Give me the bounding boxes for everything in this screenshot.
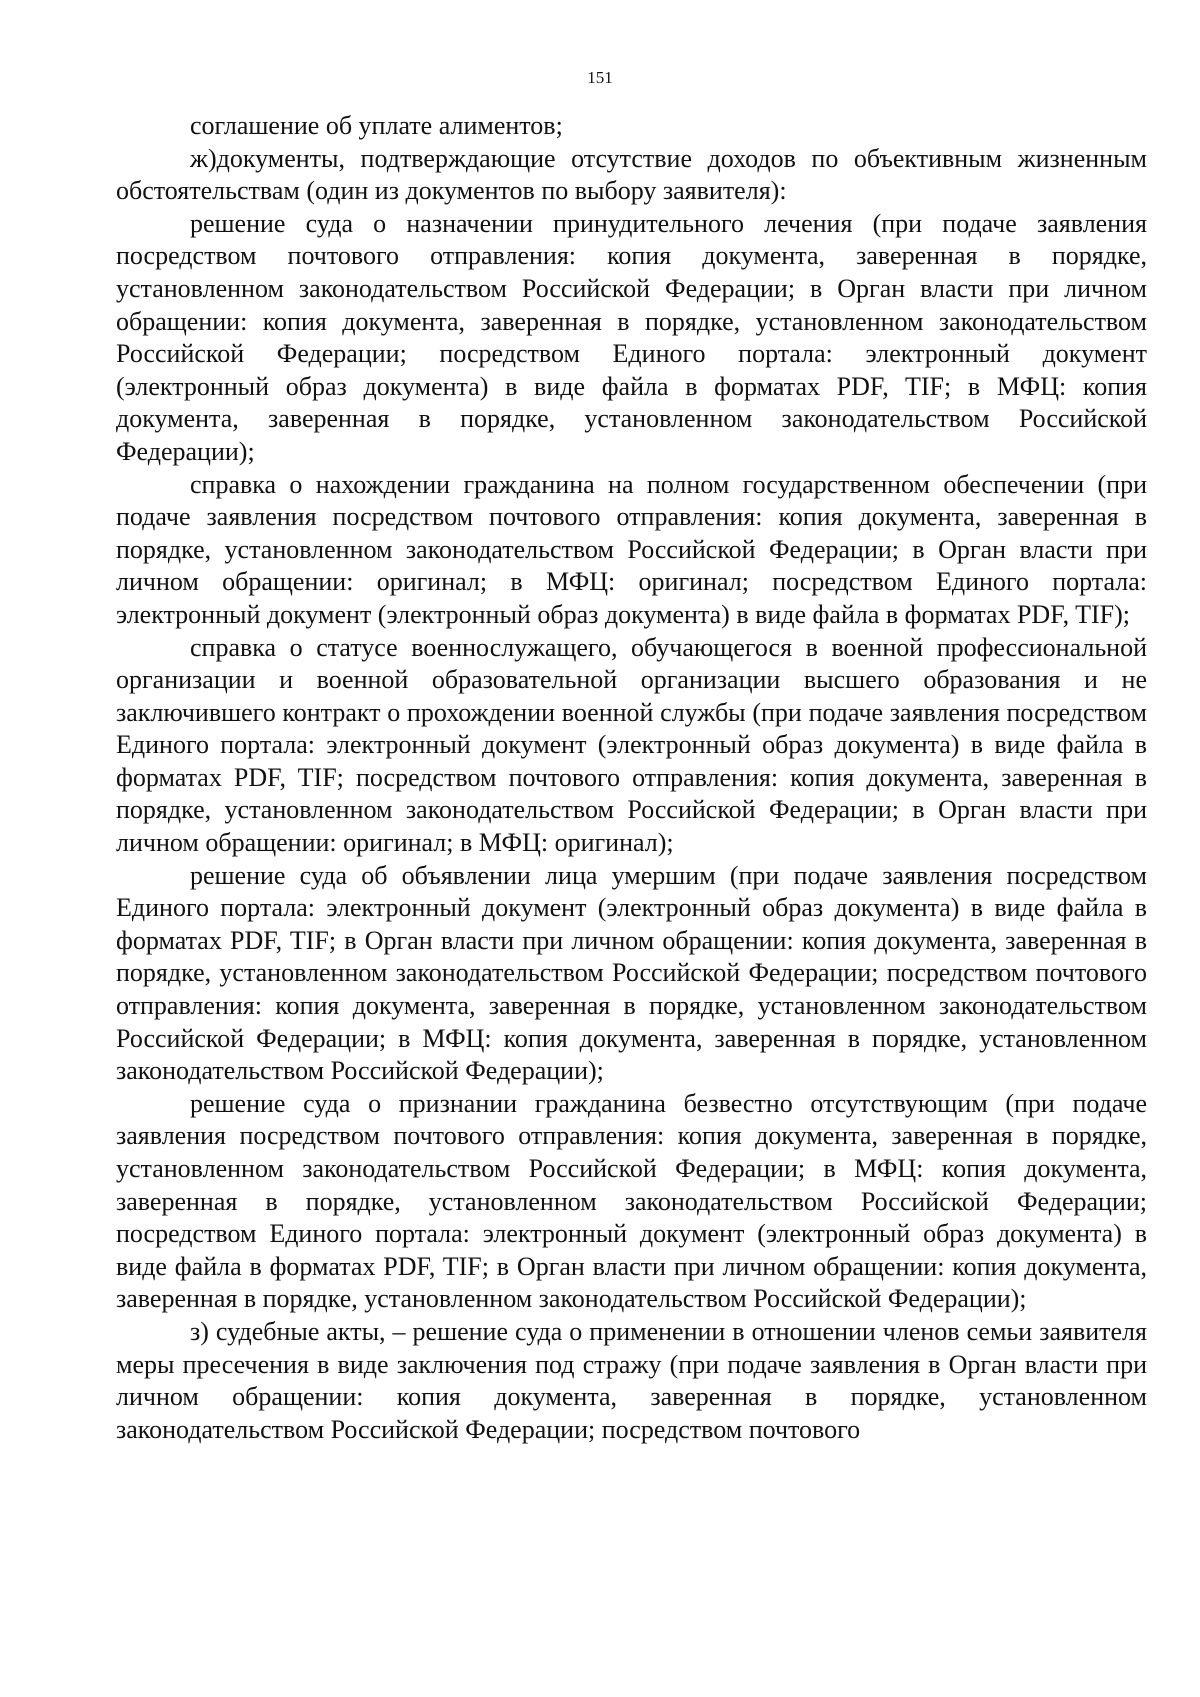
document-body [116, 110, 1147, 1446]
paragraph-compulsory-treatment: решение суда о назначении принудительного лечения (при подаче заявления посредством почтового отправления: копия документа, заверенная в порядке, установленном законодательством Российской Федерации; в Орган власти при личном обращении: копия документа, заверенная в порядке, установленном законодательством Российской Федерации; посредством Единого портала: электронный документ (электронный образ документа) в виде файла в форматах PDF, TIF; в МФЦ: копия документа, заверенная в порядке, установленном законодательством Российской Федерации); [116, 208, 1147, 466]
paragraph-military-status: справка о статусе военнослужащего, обучающегося в военной профессиональной организации и военной образовательной организации высшего образования и не заключившего контракт о прохождении военной службы (при подаче заявления посредством Единого портала: электронный документ (электронный образ документа) в виде файла в форматах PDF, TIF; посредством почтового отправления: копия документа, заверенная в порядке, установленном законодательством Российской Федерации; в Орган власти при личном обращении: оригинал; в МФЦ: оригинал); [116, 632, 1147, 858]
paragraph-state-support: справка о нахождении гражданина на полном государственном обеспечении (при подаче заявления посредством почтового отправления: копия документа, заверенная в порядке, установленном законодательством Российской Федерации; в Орган власти при личном обращении: оригинал; в МФЦ: оригинал; посредством Единого портала: электронный документ (электронный образ документа) в виде файла в форматах PDF, TIF); [116, 469, 1147, 629]
paragraph-alimony-agreement: соглашение об уплате алиментов; [190, 111, 563, 140]
paragraph-item-z: з) судебные акты, – решение суда о применении в отношении членов семьи заявителя меры пресечения в виде заключения под стражу (при подаче заявления в Орган власти при личном обращении: копия документа, заверенная в порядке, установленном законодательством Российской Федерации; посредством почтового [116, 1316, 1147, 1444]
paragraph-item-zh: ж)документы, подтверждающие отсутствие доходов по объективным жизненным обстоятельствам (один из документов по выбору заявителя): [116, 143, 1147, 206]
paragraph-declared-dead: решение суда об объявлении лица умершим (при подаче заявления посредством Единого портала: электронный документ (электронный образ документа) в виде файла в форматах PDF, TIF; в Орган власти при личном обращении: копия документа, заверенная в порядке, установленном законодательством Российской Федерации; посредством почтового отправления: копия документа, заверенная в порядке, установленном законодательством Российской Федерации; в МФЦ: копия документа, заверенная в порядке, установленном законодательством Российской Федерации); [116, 860, 1147, 1086]
paragraph-missing-person: решение суда о признании гражданина безвестно отсутствующим (при подаче заявления посредством почтового отправления: копия документа, заверенная в порядке, установленном законодательством Российской Федерации; в МФЦ: копия документа, заверенная в порядке, установленном законодательством Российской Федерации; посредством Единого портала: электронный документ (электронный образ документа) в виде файла в форматах PDF, TIF; в Орган власти при личном обращении: копия документа, заверенная в порядке, установленном законодательством Российской Федерации); [116, 1088, 1147, 1314]
page-number: 151 [587, 68, 613, 87]
